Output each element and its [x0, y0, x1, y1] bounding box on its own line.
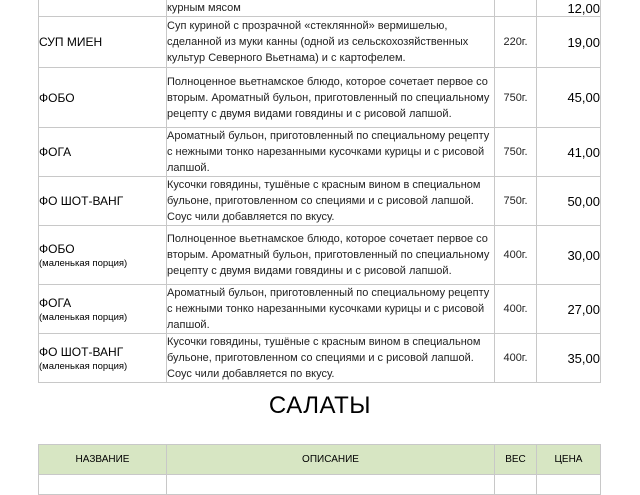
- table-row: [39, 17, 601, 68]
- dish-weight: 750г.: [495, 177, 537, 226]
- table-row: [39, 334, 601, 383]
- table-cell: [167, 475, 495, 495]
- table-header-row: [39, 445, 601, 475]
- dish-name: ФО ШОТ-ВАНГ: [39, 177, 167, 226]
- dish-description: Кусочки говядины, тушёные с красным вином в специальном бульоне, приготовленном со специями и с рисовой лапшой. Соус чили добавляется по вкусу.: [167, 177, 495, 226]
- portion-note: (маленькая порция): [39, 311, 128, 323]
- portion-note: (маленькая порция): [39, 360, 128, 372]
- table-row: [39, 177, 601, 226]
- dish-description: Полноценное вьетнамское блюдо, которое сочетает первое со вторым. Ароматный бульон, приготовленный по специальному рецепту с двумя видами говядины и с рисовой лапшой.: [167, 68, 495, 128]
- dish-description: Кусочки говядины, тушёные с красным вином в специальном бульоне, приготовленном со специями и с рисовой лапшой. Соус чили добавляется по вкусу.: [167, 334, 495, 383]
- table-row: [39, 475, 601, 495]
- dish-weight: 750г.: [495, 128, 537, 177]
- dish-name: [39, 0, 167, 17]
- dish-description: Ароматный бульон, приготовленный по специальному рецепту с нежными тонко нарезанными кусочками курицы и с рисовой лапшой.: [167, 128, 495, 177]
- table-cell: [39, 475, 167, 495]
- dish-description: курным мясом: [167, 0, 495, 17]
- dish-name: [39, 285, 167, 334]
- table-cell: [495, 475, 537, 495]
- dish-name: [39, 226, 167, 285]
- dish-price: 35,00: [537, 334, 601, 383]
- dish-description: Ароматный бульон, приготовленный по специальному рецепту с нежными тонко нарезанными кусочками курицы и с рисовой лапшой.: [167, 285, 495, 334]
- dish-price: 45,00: [537, 68, 601, 128]
- column-header-description: ОПИСАНИЕ: [167, 445, 495, 475]
- dish-name: ФОБО: [39, 68, 167, 128]
- column-header-name: НАЗВАНИЕ: [39, 445, 167, 475]
- dish-price: 41,00: [537, 128, 601, 177]
- dish-weight: [495, 0, 537, 17]
- table-row: [39, 0, 601, 17]
- dish-name: [39, 334, 167, 383]
- dish-price: 27,00: [537, 285, 601, 334]
- portion-note: (маленькая порция): [39, 257, 128, 269]
- dish-weight: 400г.: [495, 226, 537, 285]
- salads-table: [38, 444, 601, 495]
- dish-title: ФО ШОТ-ВАНГ: [39, 344, 124, 359]
- dish-price: 19,00: [537, 17, 601, 68]
- dish-title: ФОБО: [39, 241, 75, 256]
- table-row: [39, 68, 601, 128]
- table-row: [39, 285, 601, 334]
- dish-name: СУП МИЕН: [39, 17, 167, 68]
- section-title-salads: САЛАТЫ: [268, 392, 372, 419]
- table-cell: [537, 475, 601, 495]
- dish-weight: 400г.: [495, 334, 537, 383]
- dish-price: 12,00: [537, 0, 601, 17]
- dish-weight: 400г.: [495, 285, 537, 334]
- dish-name: ФОГА: [39, 128, 167, 177]
- column-header-price: ЦЕНА: [537, 445, 601, 475]
- column-header-weight: ВЕС: [495, 445, 537, 475]
- table-row: [39, 128, 601, 177]
- dish-weight: 750г.: [495, 68, 537, 128]
- table-row: [39, 226, 601, 285]
- dish-description: Полноценное вьетнамское блюдо, которое сочетает первое со вторым. Ароматный бульон, приготовленный по специальному рецепту с двумя видами говядины и с рисовой лапшой.: [167, 226, 495, 285]
- soup-menu-table: [38, 0, 601, 383]
- dish-price: 50,00: [537, 177, 601, 226]
- dish-price: 30,00: [537, 226, 601, 285]
- dish-title: ФОГА: [39, 295, 72, 310]
- dish-description: Суп куриной с прозрачной «стеклянной» вермишелью, сделанной из муки канны (одной из сельскохозяйственных культур Северного Вьетнама) и с картофелем.: [167, 17, 495, 68]
- dish-weight: 220г.: [495, 17, 537, 68]
